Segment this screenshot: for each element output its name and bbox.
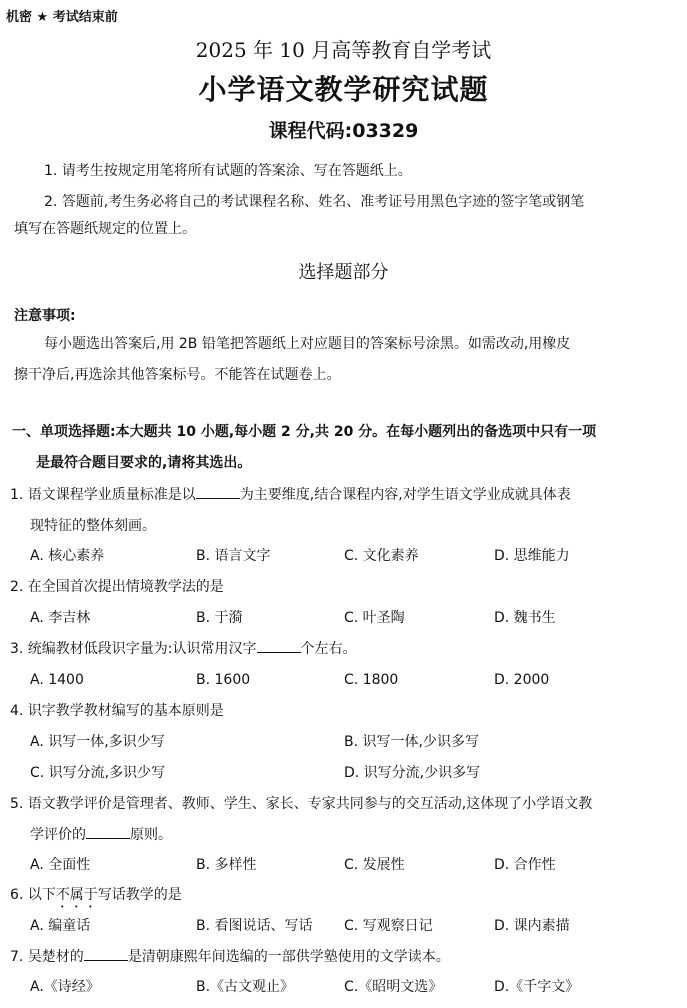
answer-blank	[84, 944, 128, 961]
option-d: D. 合作性	[494, 857, 556, 873]
q6-options	[30, 911, 680, 942]
q7-stem-pre: 7. 吴楚材的	[10, 949, 84, 965]
option-b: B. 于漪	[196, 610, 243, 626]
q5-stem-pre: 学评价的	[30, 827, 86, 843]
option-a: A. 识写一体,多识少写	[30, 734, 165, 750]
q6-stem-pre: 6. 以下	[10, 887, 56, 903]
option-c: C. 写观察日记	[344, 918, 433, 934]
q6-emphasis: 不属于	[55, 887, 98, 903]
option-a: A. 1400	[30, 672, 84, 688]
option-c: C. 发展性	[344, 857, 405, 873]
option-d: D. 2000	[494, 672, 550, 688]
q3-stem-post: 个左右。	[300, 641, 357, 657]
q1-stem-post: 为主要维度,结合课程内容,对学生语文学业成就具体表	[239, 487, 571, 503]
q5-options	[30, 850, 680, 881]
option-c: C.《昭明文选》	[344, 979, 443, 995]
q2-stem: 2. 在全国首次提出情境教学法的是	[10, 579, 224, 595]
section-title: 选择题部分	[298, 262, 389, 283]
question-1	[10, 480, 680, 542]
option-d: D. 思维能力	[494, 548, 570, 564]
confidential-mark: 机密 ★ 考试结束前	[6, 10, 118, 25]
instruction-2: 2. 答题前,考生务必将自己的考试课程名称、姓名、准考证号用黑色字迹的签字笔或钢笔	[44, 194, 585, 210]
option-d: D. 识写分流,少识多写	[344, 765, 481, 781]
answer-blank	[257, 636, 301, 653]
q5-stem-line-1: 5. 语文教学评价是管理者、教师、学生、家长、专家共同参与的交互活动,这体现了小学语文教	[10, 796, 593, 812]
option-a: A. 李吉林	[30, 610, 91, 626]
answer-blank	[86, 822, 130, 839]
q1-stem-pre: 1. 语文课程学业质量标准是以	[10, 487, 196, 503]
option-b: B. 语言文字	[196, 548, 271, 564]
option-b: B. 识写一体,少识多写	[344, 734, 479, 750]
option-c: C. 叶圣陶	[344, 610, 405, 626]
option-c: C. 文化素养	[344, 548, 419, 564]
question-5	[10, 789, 680, 851]
paper-title: 小学语文教学研究试题	[198, 73, 489, 106]
question-6	[10, 880, 680, 911]
option-a: A. 编童话	[30, 918, 91, 934]
option-a: A. 全面性	[30, 857, 91, 873]
option-b: B.《古文观止》	[196, 979, 295, 995]
q1-stem-line-2: 现特征的整体刻画。	[30, 518, 156, 534]
q4-stem: 4. 识字教学教材编写的基本原则是	[10, 703, 224, 719]
attention-line-2: 擦干净后,再选涂其他答案标号。不能答在试题卷上。	[14, 367, 341, 383]
q1-options	[30, 541, 680, 572]
option-a: A. 核心素养	[30, 548, 105, 564]
option-d: D. 魏书生	[494, 610, 556, 626]
q3-options	[30, 665, 680, 696]
option-b: B. 多样性	[196, 857, 257, 873]
course-code: 课程代码:03329	[268, 120, 419, 142]
option-c: C. 1800	[344, 672, 399, 688]
option-a: A.《诗经》	[30, 979, 100, 995]
part-one-line-2: 是最符合题目要求的,请将其选出。	[36, 455, 252, 471]
q3-stem-pre: 3. 统编教材低段识字量为:认识常用汉字	[10, 641, 257, 657]
option-b: B. 看图说话、写话	[196, 918, 313, 934]
q4-options-row-1	[30, 727, 680, 758]
q5-stem-post: 原则。	[130, 827, 172, 843]
question-4	[10, 696, 680, 727]
question-2	[10, 572, 680, 603]
attention-line-1: 每小题选出答案后,用 2B 铅笔把答题纸上对应题目的答案标号涂黑。如需改动,用橡皮	[44, 336, 571, 352]
attention-label: 注意事项:	[14, 308, 76, 324]
instruction-1: 1. 请考生按规定用笔将所有试题的答案涂、写在答题纸上。	[44, 163, 412, 179]
q2-options	[30, 603, 680, 634]
option-d: D. 课内素描	[494, 918, 570, 934]
option-b: B. 1600	[196, 672, 251, 688]
q4-options-row-2	[30, 758, 680, 789]
answer-blank	[196, 482, 240, 499]
part-one-heading	[12, 417, 680, 479]
exam-session: 2025 年 10 月高等教育自学考试	[195, 38, 492, 62]
q6-stem-post: 写话教学的是	[97, 887, 182, 903]
question-3	[10, 634, 680, 665]
part-one-line-1: 一、单项选择题:本大题共 10 小题,每小题 2 分,共 20 分。在每小题列出的备选项中只有一项	[12, 424, 597, 440]
option-d: D.《千字文》	[494, 979, 580, 995]
question-7	[10, 942, 680, 973]
option-c: C. 识写分流,多识少写	[30, 765, 166, 781]
instruction-2-cont: 填写在答题纸规定的位置上。	[14, 221, 196, 237]
q7-options	[30, 972, 680, 1003]
q7-stem-post: 是清朝康熙年间选编的一部供学塾使用的文学读本。	[127, 949, 450, 965]
